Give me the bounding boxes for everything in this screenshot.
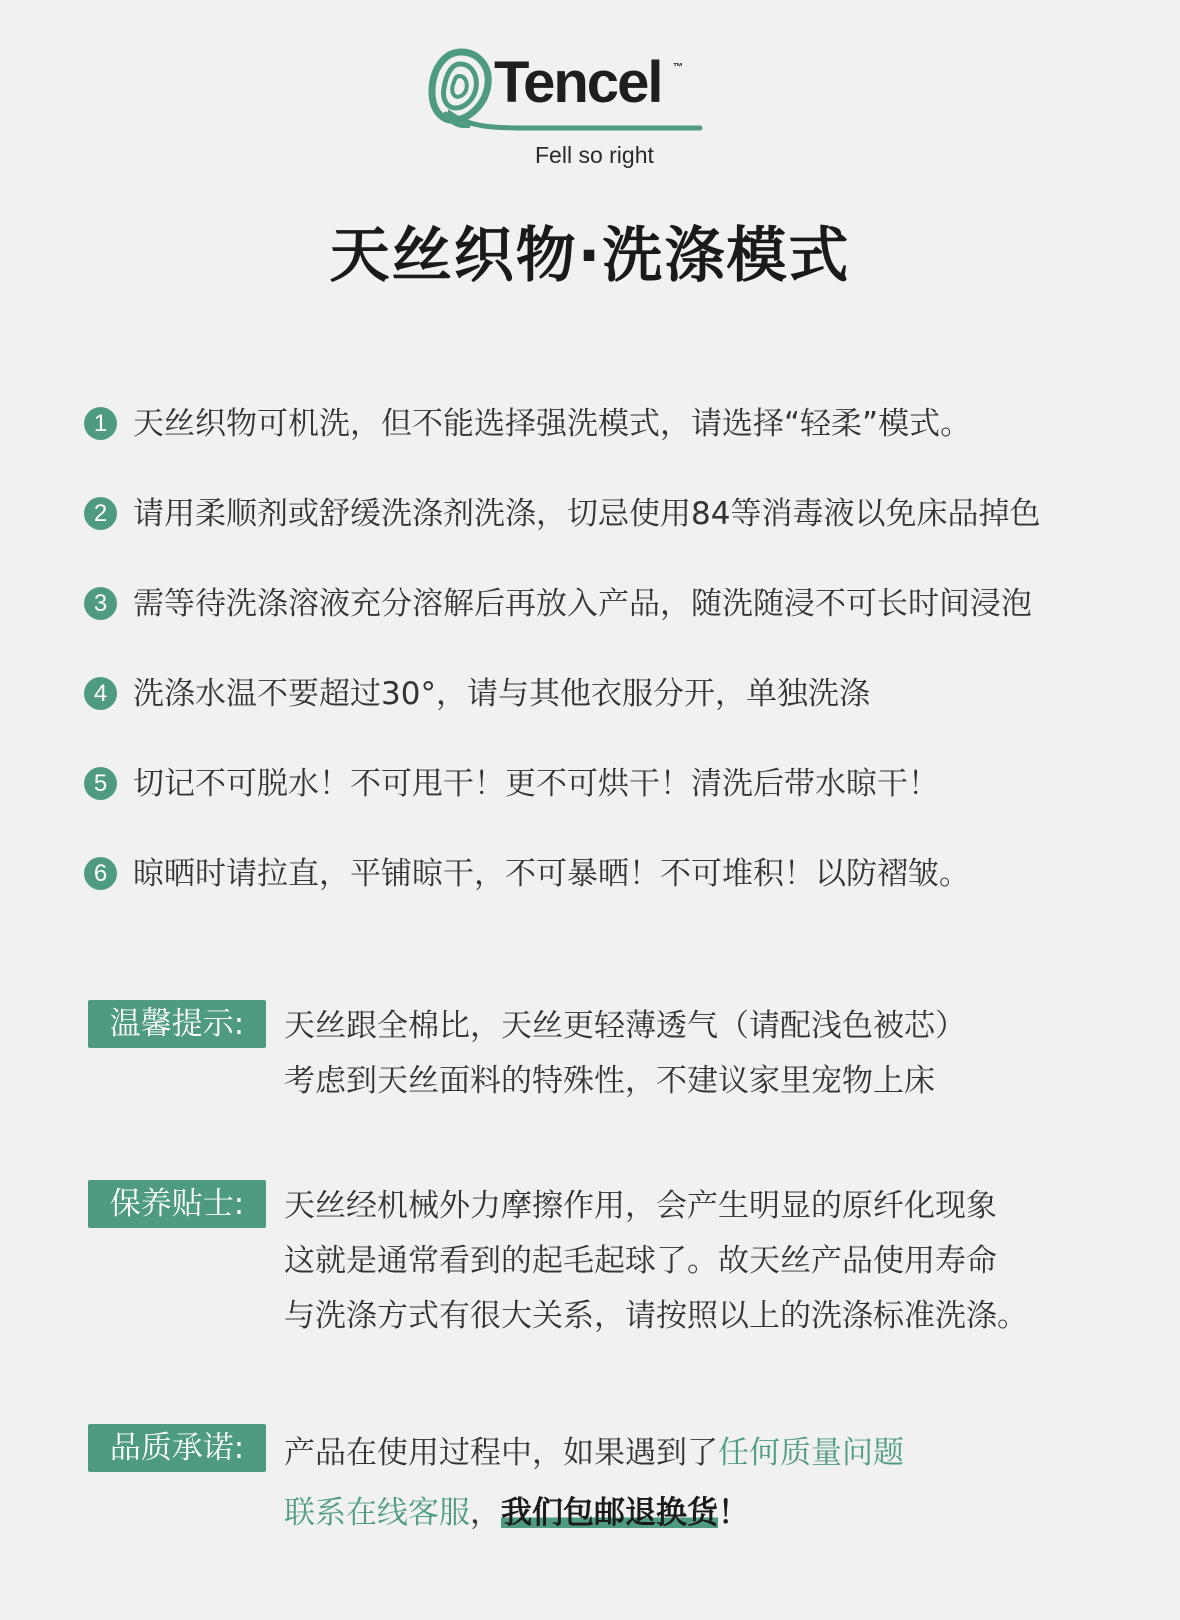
step-item-5 — [84, 762, 1144, 852]
quality-line-1 — [284, 1423, 904, 1483]
tips-line: 考虑到天丝面料的特殊性，不建议家里宠物上床 — [284, 1063, 935, 1099]
care-section — [88, 1180, 1028, 1344]
step-number-badge: 1 — [84, 407, 117, 440]
free-return-promise: 我们包邮退换货 — [501, 1495, 718, 1531]
washing-steps-list — [84, 402, 1144, 942]
step-item-6 — [84, 852, 1144, 942]
tips-body — [284, 999, 966, 1109]
care-body — [284, 1179, 1028, 1344]
step-text: 需等待洗涤溶液充分溶解后再放入产品，随洗随浸不可长时间浸泡 — [133, 586, 1032, 622]
step-item-4 — [84, 672, 1144, 762]
quality-line-2 — [284, 1483, 904, 1543]
step-number-badge: 2 — [84, 497, 117, 530]
tips-line: 天丝跟全棉比，天丝更轻薄透气（请配浅色被芯） — [284, 1008, 966, 1044]
care-label: 保养贴士: — [88, 1180, 266, 1228]
step-text: 请用柔顺剂或舒缓洗涤剂洗涤，切忌使用84等消毒液以免床品掉色 — [133, 496, 1041, 532]
step-text: 天丝织物可机洗，但不能选择强洗模式，请选择“轻柔”模式。 — [133, 406, 972, 442]
step-number-badge: 3 — [84, 587, 117, 620]
quality-highlight: 任何质量问题 — [718, 1435, 904, 1471]
care-line: 这就是通常看到的起毛起球了。故天丝产品使用寿命 — [284, 1243, 997, 1279]
step-number-badge: 6 — [84, 857, 117, 890]
step-item-2 — [84, 492, 1144, 582]
brand-tagline: Fell so right — [535, 142, 654, 168]
step-item-3 — [84, 582, 1144, 672]
care-line: 天丝经机械外力摩擦作用，会产生明显的原纤化现象 — [284, 1188, 997, 1224]
contact-service-text: 联系在线客服 — [284, 1495, 470, 1531]
tencel-logo — [428, 48, 708, 178]
quality-label: 品质承诺: — [88, 1424, 266, 1472]
step-text: 晾晒时请拉直，平铺晾干，不可暴晒！不可堆积！以防褶皱。 — [133, 856, 970, 892]
step-item-1 — [84, 402, 1144, 492]
tips-label: 温馨提示: — [88, 1000, 266, 1048]
quality-text: 产品在使用过程中，如果遇到了 — [284, 1435, 718, 1471]
step-text: 切记不可脱水！不可甩干！更不可烘干！清洗后带水晾干！ — [133, 766, 939, 802]
page-title: 天丝织物·洗涤模式 — [329, 221, 851, 291]
quality-section — [88, 1424, 904, 1543]
quality-comma: ， — [470, 1495, 501, 1531]
step-text: 洗涤水温不要超过30°，请与其他衣服分开，单独洗涤 — [133, 676, 870, 712]
care-line: 与洗涤方式有很大关系，请按照以上的洗涤标准洗涤。 — [284, 1298, 1028, 1334]
quality-body — [284, 1423, 904, 1543]
quality-exclamation: ！ — [718, 1495, 749, 1531]
logo-underline-swoosh — [448, 106, 708, 136]
brand-wordmark: Tencel — [494, 50, 662, 115]
tips-section — [88, 1000, 966, 1109]
trademark-symbol: ™ — [673, 62, 683, 73]
step-number-badge: 4 — [84, 677, 117, 710]
step-number-badge: 5 — [84, 767, 117, 800]
